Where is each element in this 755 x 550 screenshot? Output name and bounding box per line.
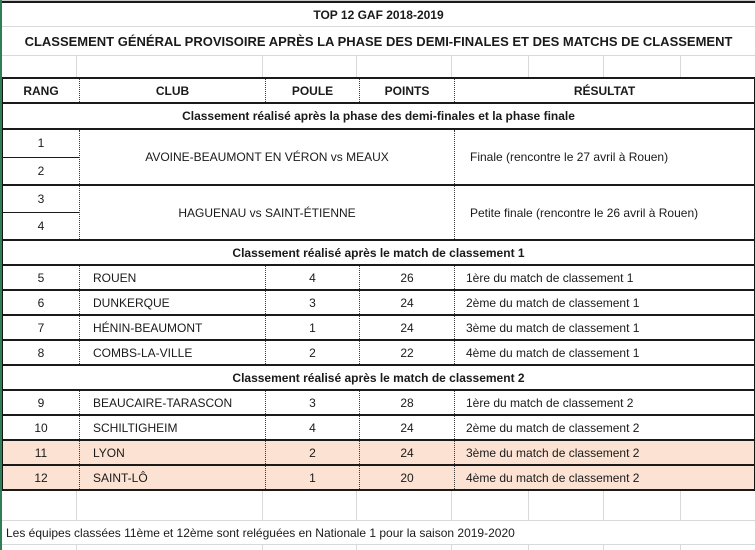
grid-cell	[681, 545, 755, 550]
result-cell: Finale (rencontre le 27 avril à Rouen)	[454, 130, 754, 184]
poule-cell: 2	[265, 341, 359, 364]
page-subtitle: CLASSEMENT GÉNÉRAL PROVISOIRE APRÈS LA PHASE DES DEMI-FINALES ET DES MATCHS DE CLASSEMENT	[24, 33, 733, 49]
result-cell: 1ère du match de classement 1	[454, 266, 754, 289]
rank-cell: 1	[37, 136, 45, 151]
grid-cell	[604, 545, 681, 550]
poule-cell: 4	[265, 266, 359, 289]
grid-cell	[263, 56, 357, 77]
grid-cell	[529, 491, 604, 520]
result-cell: 3ème du match de classement 2	[454, 441, 754, 464]
points-cell: 26	[359, 266, 454, 289]
points-cell: 22	[359, 341, 454, 364]
grid-cell	[77, 545, 263, 550]
grid-cell	[77, 56, 263, 77]
club-cell: BEAUCAIRE-TARASCON	[79, 391, 265, 414]
poule-cell: 2	[265, 441, 359, 464]
grid-cell	[2, 491, 77, 520]
grid-cell	[452, 56, 529, 77]
club-cell: LYON	[79, 441, 265, 464]
table-row	[3, 316, 754, 339]
club-merged-cell: AVOINE-BEAUMONT EN VÉRON vs MEAUX	[79, 130, 454, 184]
column-header-resultat: RÉSULTAT	[454, 79, 754, 102]
section-header-demi-finales: Classement réalisé après la phase des demi-finales et la phase finale	[182, 109, 575, 123]
column-header-row	[3, 79, 754, 102]
grid-cell	[357, 56, 452, 77]
poule-cell: 3	[265, 391, 359, 414]
grid-cell	[604, 491, 681, 520]
points-cell: 20	[359, 466, 454, 489]
points-cell: 24	[359, 416, 454, 439]
grid-cell	[529, 545, 604, 550]
rank-stack	[3, 186, 79, 239]
rank-cell: 5	[37, 270, 45, 285]
result-cell: 2ème du match de classement 2	[454, 416, 754, 439]
poule-cell: 3	[265, 291, 359, 314]
section-header-classement-2: Classement réalisé après le match de classement 2	[232, 370, 525, 385]
poule-cell: 1	[265, 316, 359, 339]
table-row	[3, 291, 754, 314]
column-header-rang: RANG	[23, 83, 59, 98]
poule-cell: 4	[265, 416, 359, 439]
grid-cell	[452, 491, 529, 520]
club-cell: HÉNIN-BEAUMONT	[79, 316, 265, 339]
table-row	[3, 416, 754, 439]
empty-grid-row	[2, 491, 755, 520]
column-header-club: CLUB	[79, 79, 265, 102]
result-cell: 3ème du match de classement 1	[454, 316, 754, 339]
ranking-table	[2, 79, 755, 491]
column-header-points: POINTS	[359, 79, 454, 102]
footer-note: Les équipes classées 11ème et 12ème sont reléguées en Nationale 1 pour la saison 2019-2020	[6, 525, 515, 540]
poule-cell: 1	[265, 466, 359, 489]
grid-cell	[2, 545, 77, 550]
rank-cell: 10	[34, 420, 48, 435]
excel-green-edge	[0, 0, 2, 550]
empty-grid-row	[2, 56, 755, 77]
column-header-poule: POULE	[265, 79, 359, 102]
club-cell: SCHILTIGHEIM	[79, 416, 265, 439]
rank-cell: 3	[37, 192, 45, 206]
rank-cell: 7	[37, 320, 45, 335]
club-cell: DUNKERQUE	[79, 291, 265, 314]
grid-cell	[2, 56, 77, 77]
grid-cell	[263, 491, 357, 520]
points-cell: 24	[359, 316, 454, 339]
table-row	[3, 341, 754, 364]
rank-cell: 6	[37, 295, 45, 310]
rank-cell: 11	[34, 445, 48, 460]
rank-cell: 2	[37, 163, 45, 178]
grid-cell	[604, 56, 681, 77]
rank-cell: 4	[37, 219, 45, 233]
table-row-relegated	[3, 466, 754, 489]
points-cell: 28	[359, 391, 454, 414]
result-cell: 4ème du match de classement 2	[454, 466, 754, 489]
grid-cell	[452, 545, 529, 550]
result-cell: 1ère du match de classement 2	[454, 391, 754, 414]
grid-cell	[681, 56, 755, 77]
result-cell: 4ème du match de classement 1	[454, 341, 754, 364]
result-cell: 2ème du match de classement 1	[454, 291, 754, 314]
grid-cell	[357, 545, 452, 550]
points-cell: 24	[359, 441, 454, 464]
section-header-classement-1: Classement réalisé après le match de classement 1	[232, 245, 525, 260]
grid-cell	[357, 491, 452, 520]
table-row-relegated	[3, 441, 754, 464]
rank-stack	[3, 130, 79, 184]
grid-cell	[77, 491, 263, 520]
rank-cell: 12	[34, 470, 48, 485]
table-row	[3, 391, 754, 414]
club-cell: COMBS-LA-VILLE	[79, 341, 265, 364]
club-cell: SAINT-LÔ	[79, 466, 265, 489]
points-cell: 24	[359, 291, 454, 314]
grid-cell	[529, 56, 604, 77]
rank-cell: 8	[37, 345, 45, 360]
club-merged-cell: HAGUENAU vs SAINT-ÉTIENNE	[79, 186, 454, 239]
final-match-row	[3, 130, 754, 184]
petite-finale-row	[3, 186, 754, 239]
table-row	[3, 266, 754, 289]
empty-grid-row	[2, 545, 755, 550]
page-title: TOP 12 GAF 2018-2019	[313, 7, 444, 22]
grid-cell	[681, 491, 755, 520]
grid-cell	[263, 545, 357, 550]
club-cell: ROUEN	[79, 266, 265, 289]
result-cell: Petite finale (rencontre le 26 avril à Rouen)	[454, 186, 754, 239]
rank-cell: 9	[37, 395, 45, 410]
